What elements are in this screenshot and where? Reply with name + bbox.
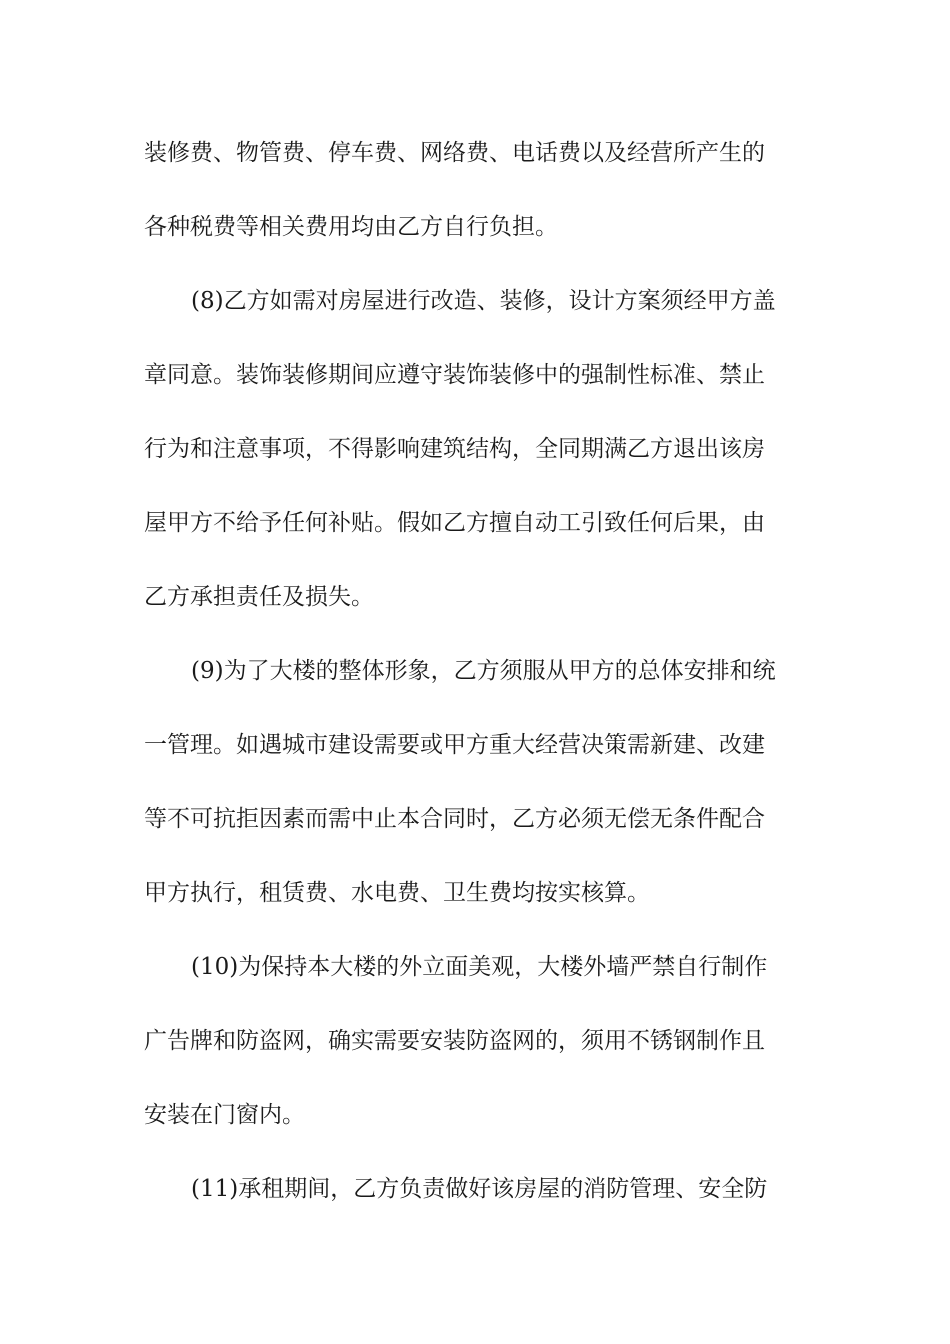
text-line: 安装在门窗内。 (144, 1102, 305, 1128)
clause-10-first-line: (10)为保持本大楼的外立面美观，大楼外墙严禁自行制作 (191, 954, 768, 980)
clause-11-first-line: (11)承租期间，乙方负责做好该房屋的消防管理、安全防 (191, 1176, 768, 1202)
text-line: 一管理。如遇城市建设需要或甲方重大经营决策需新建、改建 (144, 732, 765, 758)
text-line: 行为和注意事项，不得影响建筑结构，全同期满乙方退出该房 (144, 436, 765, 462)
clause-8-first-line: (8)乙方如需对房屋进行改造、装修，设计方案须经甲方盖 (191, 288, 776, 314)
text-line: 甲方执行，租赁费、水电费、卫生费均按实核算。 (144, 880, 650, 906)
text-line: 章同意。装饰装修期间应遵守装饰装修中的强制性标准、禁止 (144, 362, 765, 388)
text-line: 乙方承担责任及损失。 (144, 584, 374, 610)
text-line: 装修费、物管费、停车费、网络费、电话费以及经营所产生的 (144, 140, 765, 166)
text-line: 等不可抗拒因素而需中止本合同时，乙方必须无偿无条件配合 (144, 806, 765, 832)
clause-9-first-line: (9)为了大楼的整体形象，乙方须服从甲方的总体安排和统 (191, 658, 776, 684)
text-line: 广告牌和防盗网，确实需要安装防盗网的，须用不锈钢制作且 (144, 1028, 765, 1054)
text-line: 各种税费等相关费用均由乙方自行负担。 (144, 214, 558, 240)
text-line: 屋甲方不给予任何补贴。假如乙方擅自动工引致任何后果，由 (144, 510, 765, 536)
document-body (144, 123, 808, 1233)
